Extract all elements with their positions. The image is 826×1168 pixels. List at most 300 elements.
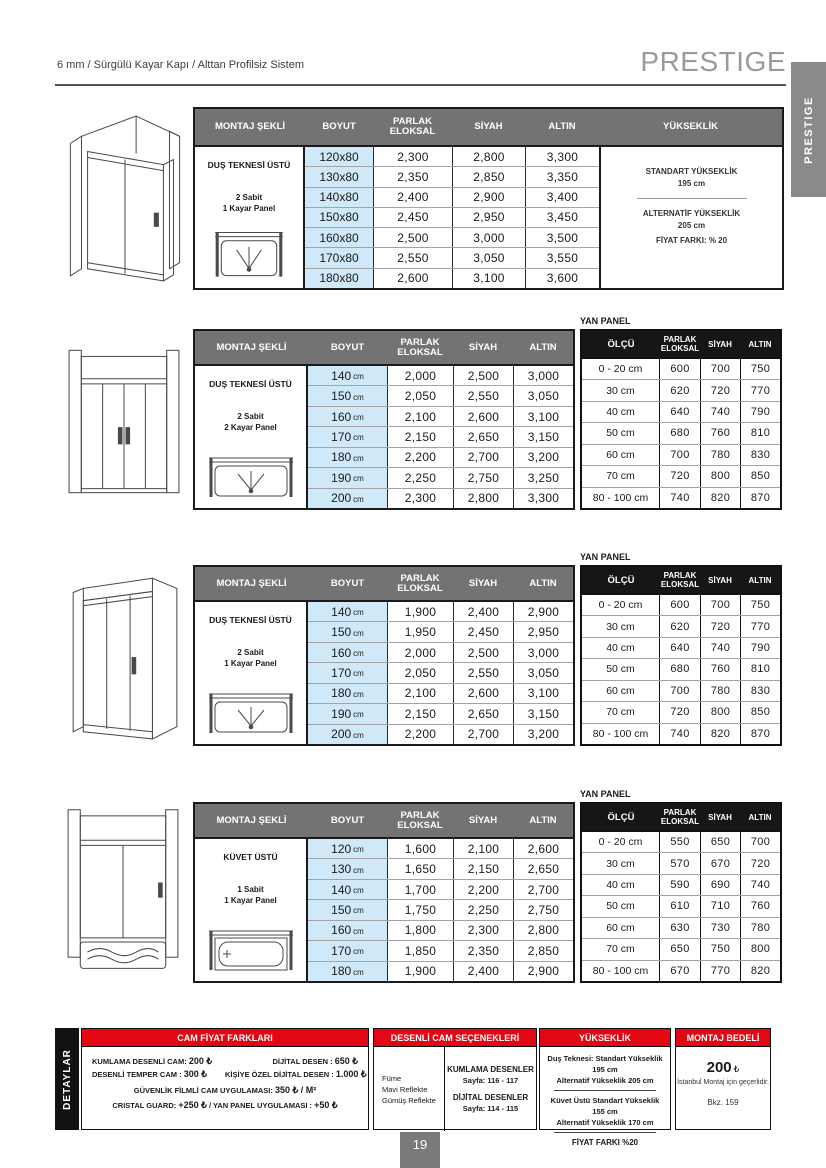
- price-cell: 1,750: [387, 900, 453, 919]
- size-cell: 160x80: [305, 228, 373, 247]
- col-montaj: MONTAJ ŞEKLİ: [216, 814, 287, 826]
- size-cell: 170 cm: [308, 941, 387, 960]
- price-cell: 810: [740, 659, 780, 679]
- price-cell: 2,900: [452, 188, 525, 207]
- cam-item: KİŞİYE ÖZEL DİJİTAL DESEN : 1.000 ₺: [225, 1069, 367, 1079]
- detaylar-tab: [55, 1028, 79, 1130]
- price-rows: [305, 147, 599, 288]
- price-cell: 2,000: [387, 643, 453, 662]
- price-cell: 2,750: [513, 900, 573, 919]
- price-cell: 1,650: [387, 859, 453, 878]
- size-cell: 0 - 20 cm: [582, 832, 660, 852]
- size-cell: 80 - 100 cm: [582, 724, 660, 744]
- size-cell: 50 cm: [582, 896, 660, 916]
- table-row: [308, 879, 573, 899]
- table-row: [308, 899, 573, 919]
- yukseklik-box: [539, 1028, 671, 1147]
- col-siyah: SİYAH: [468, 341, 498, 353]
- montaj-cell: [195, 366, 308, 508]
- yan-rows: [582, 595, 780, 744]
- table-row: [582, 680, 780, 701]
- price-cell: 3,450: [525, 208, 599, 227]
- size-cell: 190 cm: [308, 468, 387, 487]
- side-tab-prestige: [791, 62, 826, 197]
- montaj-config: 2 Sabit 1 Kayar Panel: [224, 648, 277, 668]
- price-cell: 3,000: [513, 366, 573, 385]
- table-row: [582, 401, 780, 422]
- price-cell: 730: [700, 918, 740, 938]
- montaj-title: KÜVET ÜSTÜ: [223, 852, 278, 862]
- price-cell: 2,800: [453, 489, 513, 508]
- price-cell: 1,800: [387, 921, 453, 940]
- size-cell: 30 cm: [582, 380, 660, 400]
- price-cell: 2,200: [453, 880, 513, 899]
- size-cell: 170 cm: [308, 427, 387, 446]
- size-cell: 60 cm: [582, 445, 660, 465]
- table-row: [308, 406, 573, 426]
- price-cell: 790: [740, 638, 780, 658]
- col-siyah: SİYAH: [468, 577, 498, 589]
- size-cell: 30 cm: [582, 853, 660, 873]
- price-cell: 870: [740, 488, 780, 508]
- size-cell: 40 cm: [582, 402, 660, 422]
- size-cell: 170 cm: [308, 663, 387, 682]
- price-cell: 2,550: [453, 386, 513, 405]
- price-cell: 700: [670, 684, 690, 697]
- col-montaj: MONTAJ ŞEKLİ: [214, 121, 286, 132]
- price-cell: 570: [670, 857, 690, 870]
- table-row: [308, 385, 573, 405]
- price-cell: 600: [670, 599, 690, 612]
- size-cell: 30 cm: [582, 616, 660, 636]
- price-cell: 2,800: [452, 147, 525, 166]
- price-cell: 790: [740, 402, 780, 422]
- col-altin: ALTIN: [748, 339, 772, 349]
- col-altin: ALTIN: [548, 121, 576, 132]
- price-cell: 2,100: [387, 684, 453, 703]
- price-cell: 3,200: [513, 725, 573, 744]
- price-cell: 740: [670, 491, 690, 504]
- table-row: [582, 465, 780, 486]
- size-cell: 60 cm: [582, 681, 660, 701]
- price-cell: 670: [670, 964, 690, 977]
- montaj-title: DUŞ TEKNESİ ÜSTÜ: [209, 379, 292, 389]
- cam-item: KUMLAMA DESENLİ CAM: 200 ₺: [92, 1056, 213, 1066]
- price-cell: 2,500: [453, 643, 513, 662]
- price-cell: 3,300: [513, 489, 573, 508]
- price-cell: 820: [700, 488, 740, 508]
- price-cell: 2,300: [453, 921, 513, 940]
- size-cell: 140 cm: [308, 602, 387, 621]
- price-cell: 640: [670, 642, 690, 655]
- price-cell: 720: [700, 380, 740, 400]
- price-table-1: [193, 107, 784, 290]
- montaj-note: İstanbul Montaj için geçerlidir.: [677, 1079, 769, 1086]
- size-cell: 150 cm: [308, 900, 387, 919]
- size-cell: 140 cm: [308, 366, 387, 385]
- price-cell: 3,400: [525, 188, 599, 207]
- corner-shower-drawing: [60, 109, 192, 289]
- col-siyah: SİYAH: [708, 575, 732, 585]
- montaj-bedeli-title: MONTAJ BEDELİ: [676, 1029, 770, 1047]
- price-cell: 2,050: [387, 663, 453, 682]
- montaj-price: 200 ₺: [706, 1059, 740, 1076]
- price-cell: 740: [700, 638, 740, 658]
- divider: [554, 1132, 656, 1133]
- table-row: [308, 703, 573, 723]
- glass-types: Füme Mavi Reflekte Gümüş Reflekte: [374, 1047, 445, 1131]
- table-row: [582, 938, 780, 959]
- col-olcu: ÖLÇÜ: [607, 811, 635, 823]
- section-4: [55, 789, 786, 989]
- price-cell: 3,150: [513, 427, 573, 446]
- price-cell: 2,300: [373, 147, 452, 166]
- size-cell: 160 cm: [308, 407, 387, 426]
- price-cell: 740: [740, 875, 780, 895]
- price-cell: 2,700: [453, 725, 513, 744]
- size-cell: 130x80: [305, 167, 373, 186]
- price-cell: 3,250: [513, 468, 573, 487]
- col-parlak: PARLAK ELOKSAL: [660, 571, 700, 589]
- table-row: [582, 832, 780, 852]
- col-altin: ALTIN: [529, 341, 557, 353]
- price-cell: 620: [670, 620, 690, 633]
- table-row: [305, 268, 599, 288]
- yan-rows: [582, 359, 780, 508]
- page-title: PRESTIGE: [640, 46, 786, 77]
- header-divider: [55, 84, 786, 86]
- price-cell: 800: [700, 466, 740, 486]
- montaj-title: DUŞ TEKNESİ ÜSTÜ: [209, 615, 292, 625]
- yan-panel-table-2: [580, 565, 782, 746]
- size-cell: 140 cm: [308, 880, 387, 899]
- price-cell: 2,700: [513, 880, 573, 899]
- price-table-4: [193, 802, 575, 983]
- yan-panel-table-1: [580, 329, 782, 510]
- col-boyut: BOYUT: [330, 577, 365, 589]
- price-cell: 2,450: [373, 208, 452, 227]
- price-cell: 2,600: [513, 839, 573, 858]
- montaj-cell: [195, 839, 308, 981]
- price-cell: 820: [700, 724, 740, 744]
- size-cell: 150x80: [305, 208, 373, 227]
- price-cell: 650: [700, 832, 740, 852]
- price-cell: 2,650: [453, 704, 513, 723]
- col-parlak: PARLAK ELOKSAL: [660, 335, 700, 353]
- price-cell: 2,150: [387, 704, 453, 723]
- price-cell: 810: [740, 423, 780, 443]
- price-cell: 2,900: [513, 602, 573, 621]
- table-row: [305, 147, 599, 166]
- size-cell: 0 - 20 cm: [582, 359, 660, 379]
- col-olcu: ÖLÇÜ: [607, 574, 635, 586]
- table-header: [582, 331, 780, 359]
- yan-panel-label: YAN PANEL: [580, 316, 631, 326]
- table-row: [582, 595, 780, 615]
- price-cell: 2,950: [452, 208, 525, 227]
- price-cell: 630: [670, 921, 690, 934]
- table-row: [582, 852, 780, 873]
- page-number: 19: [400, 1132, 440, 1168]
- col-montaj: MONTAJ ŞEKLİ: [216, 341, 287, 353]
- price-cell: 750: [740, 595, 780, 615]
- table-header: [195, 331, 573, 366]
- size-cell: 160 cm: [308, 921, 387, 940]
- montaj-cell: [195, 602, 308, 744]
- price-cell: 2,850: [513, 941, 573, 960]
- price-cell: 720: [670, 706, 690, 719]
- table-row: [582, 723, 780, 744]
- size-cell: 120x80: [305, 147, 373, 166]
- table-row: [582, 379, 780, 400]
- price-cell: 600: [670, 363, 690, 376]
- section-1: [55, 107, 786, 302]
- price-cell: 850: [740, 702, 780, 722]
- price-cell: 650: [670, 943, 690, 956]
- col-altin: ALTIN: [748, 575, 772, 585]
- detaylar-label: DETAYLAR: [61, 1048, 73, 1110]
- guvenlik-line: GÜVENLİK FİLMLİ CAM UYGULAMASI: 350 ₺ / M²: [133, 1085, 317, 1095]
- price-cell: 700: [670, 448, 690, 461]
- price-cell: 2,250: [387, 468, 453, 487]
- table-row: [582, 917, 780, 938]
- price-cell: 780: [740, 918, 780, 938]
- price-cell: 2,900: [513, 962, 573, 981]
- col-siyah: SİYAH: [468, 814, 498, 826]
- yan-rows: [582, 832, 780, 981]
- price-cell: 2,400: [453, 962, 513, 981]
- size-cell: 50 cm: [582, 423, 660, 443]
- price-cell: 680: [670, 427, 690, 440]
- kumlama-group: KUMLAMA DESENLER Sayfa: 116 - 117: [447, 1065, 534, 1085]
- table-header: [582, 804, 780, 832]
- yukseklik-cell: STANDART YÜKSEKLİK 195 cm ALTERNATİF YÜKSEKLİK 205 cm FİYAT FARKI: % 20: [599, 147, 782, 288]
- price-cell: 2,600: [373, 269, 452, 288]
- price-cell: 3,100: [452, 269, 525, 288]
- niche-door-drawing: [63, 566, 185, 741]
- col-altin: ALTIN: [748, 812, 772, 822]
- table-row: [308, 467, 573, 487]
- table-row: [308, 447, 573, 467]
- table-row: [308, 940, 573, 960]
- col-siyah: SİYAH: [708, 812, 732, 822]
- col-parlak: PARLAK ELOKSAL: [660, 808, 700, 826]
- size-cell: 140x80: [305, 188, 373, 207]
- size-cell: 0 - 20 cm: [582, 595, 660, 615]
- price-cell: 2,400: [453, 602, 513, 621]
- cam-item: DİJİTAL DESEN : 650 ₺: [272, 1056, 358, 1066]
- size-cell: 160 cm: [308, 643, 387, 662]
- col-montaj: MONTAJ ŞEKLİ: [216, 577, 287, 589]
- table-row: [305, 187, 599, 207]
- price-cell: 610: [670, 900, 690, 913]
- price-cell: 760: [700, 659, 740, 679]
- price-cell: 2,000: [387, 366, 453, 385]
- price-cell: 740: [700, 402, 740, 422]
- col-boyut: BOYUT: [322, 121, 356, 132]
- montaj-bedeli-box: [675, 1028, 771, 1130]
- col-siyah: SİYAH: [708, 339, 732, 349]
- table-row: [305, 247, 599, 267]
- size-cell: 70 cm: [582, 702, 660, 722]
- col-boyut: BOYUT: [330, 341, 365, 353]
- price-cell: 620: [670, 384, 690, 397]
- table-row: [308, 426, 573, 446]
- shower-tray-topview-icon: [209, 223, 289, 281]
- table-row: [308, 602, 573, 621]
- price-cell: 750: [740, 359, 780, 379]
- montaj-config: 1 Sabit 1 Kayar Panel: [224, 885, 277, 905]
- side-tab-label: PRESTIGE: [802, 95, 815, 164]
- price-cell: 590: [670, 879, 690, 892]
- size-cell: 130 cm: [308, 859, 387, 878]
- kuvet-heights: Küvet Üstü Standart Yükseklik 155 cm Alternatif Yükseklik 170 cm: [550, 1096, 660, 1127]
- price-cell: 850: [740, 466, 780, 486]
- price-cell: 2,350: [453, 941, 513, 960]
- bathtub-door-drawing: [63, 799, 183, 971]
- table-row: [582, 422, 780, 443]
- table-row: [582, 615, 780, 636]
- price-cell: 830: [740, 681, 780, 701]
- table-row: [308, 683, 573, 703]
- table-row: [305, 227, 599, 247]
- price-cell: 2,600: [453, 407, 513, 426]
- cristal-line: CRISTAL GUARD: +250 ₺ / YAN PANEL UYGULAMASI : +50 ₺: [112, 1100, 338, 1110]
- price-cell: 2,300: [387, 489, 453, 508]
- size-cell: 40 cm: [582, 638, 660, 658]
- cam-item: DESENLİ TEMPER CAM : 300 ₺: [92, 1069, 207, 1079]
- price-cell: 760: [700, 423, 740, 443]
- table-row: [308, 488, 573, 508]
- table-row: [305, 207, 599, 227]
- montaj-cell: [195, 147, 305, 288]
- col-parlak: PARLAK ELOKSAL: [397, 809, 443, 831]
- price-cell: 770: [740, 380, 780, 400]
- price-cell: 2,250: [453, 900, 513, 919]
- price-table-3: [193, 565, 575, 746]
- price-cell: 2,550: [453, 663, 513, 682]
- price-cell: 2,050: [387, 386, 453, 405]
- table-row: [308, 366, 573, 385]
- price-rows: [308, 602, 573, 744]
- price-cell: 2,750: [453, 468, 513, 487]
- price-cell: 550: [670, 836, 690, 849]
- dijital-group: DİJİTAL DESENLER Sayfa: 114 - 115: [452, 1093, 529, 1113]
- details-strip: [55, 1028, 771, 1147]
- size-cell: 80 - 100 cm: [582, 488, 660, 508]
- size-cell: 200 cm: [308, 489, 387, 508]
- divider: [554, 1090, 656, 1091]
- size-cell: 170x80: [305, 248, 373, 267]
- price-cell: 3,500: [525, 228, 599, 247]
- size-cell: 180 cm: [308, 962, 387, 981]
- col-siyah: SİYAH: [474, 121, 503, 132]
- price-cell: 1,600: [387, 839, 453, 858]
- price-cell: 2,100: [387, 407, 453, 426]
- price-cell: 2,150: [453, 859, 513, 878]
- size-cell: 190 cm: [308, 704, 387, 723]
- col-yukseklik: YÜKSEKLİK: [663, 121, 718, 132]
- breadcrumb: 6 mm / Sürgülü Kayar Kapı / Alttan Profilsiz Sistem: [57, 59, 304, 71]
- price-cell: 800: [740, 939, 780, 959]
- price-cell: 670: [700, 853, 740, 873]
- price-cell: 780: [700, 681, 740, 701]
- montaj-title: DUŞ TEKNESİ ÜSTÜ: [207, 160, 291, 170]
- montaj-config: 2 Sabit 1 Kayar Panel: [222, 193, 276, 213]
- col-parlak: PARLAK ELOKSAL: [397, 336, 443, 358]
- price-cell: 770: [700, 961, 740, 981]
- size-cell: 200 cm: [308, 725, 387, 744]
- price-cell: 2,100: [453, 839, 513, 858]
- yan-panel-label: YAN PANEL: [580, 552, 631, 562]
- size-cell: 80 - 100 cm: [582, 961, 660, 981]
- price-cell: 720: [670, 470, 690, 483]
- price-cell: 1,900: [387, 962, 453, 981]
- price-cell: 700: [700, 359, 740, 379]
- table-header: [195, 109, 782, 147]
- price-cell: 2,950: [513, 622, 573, 641]
- size-cell: 180 cm: [308, 684, 387, 703]
- price-cell: 770: [740, 616, 780, 636]
- price-cell: 870: [740, 724, 780, 744]
- table-row: [308, 621, 573, 641]
- size-cell: 70 cm: [582, 466, 660, 486]
- size-cell: 50 cm: [582, 659, 660, 679]
- table-row: [308, 920, 573, 940]
- table-row: [582, 701, 780, 722]
- dus-teknesi-heights: Duş Teknesi: Standart Yükseklik 195 cm Alternatif Yükseklik 205 cm: [547, 1054, 663, 1085]
- price-rows: [308, 366, 573, 508]
- col-parlak: PARLAK ELOKSAL: [397, 572, 443, 594]
- price-cell: 680: [670, 663, 690, 676]
- price-cell: 2,200: [387, 725, 453, 744]
- table-row: [308, 961, 573, 981]
- price-cell: 830: [740, 445, 780, 465]
- price-cell: 2,800: [513, 921, 573, 940]
- price-rows: [308, 839, 573, 981]
- size-cell: 70 cm: [582, 939, 660, 959]
- col-parlak: PARLAK ELOKSAL: [389, 116, 436, 137]
- price-cell: 3,350: [525, 167, 599, 186]
- price-cell: 2,850: [452, 167, 525, 186]
- table-row: [308, 839, 573, 858]
- price-cell: 700: [740, 832, 780, 852]
- price-cell: 640: [670, 406, 690, 419]
- price-cell: 740: [670, 727, 690, 740]
- price-cell: 1,900: [387, 602, 453, 621]
- col-olcu: ÖLÇÜ: [607, 338, 635, 350]
- size-cell: 40 cm: [582, 875, 660, 895]
- yan-panel-label: YAN PANEL: [580, 789, 631, 799]
- table-header: [195, 804, 573, 839]
- table-header: [582, 567, 780, 595]
- size-cell: 120 cm: [308, 839, 387, 858]
- table-header: [195, 567, 573, 602]
- table-row: [308, 724, 573, 744]
- price-cell: 3,050: [452, 248, 525, 267]
- price-cell: 3,100: [513, 407, 573, 426]
- wide-tray-topview-icon: [205, 451, 297, 501]
- price-cell: 720: [740, 853, 780, 873]
- price-cell: 3,100: [513, 684, 573, 703]
- price-cell: 3,300: [525, 147, 599, 166]
- price-cell: 710: [700, 896, 740, 916]
- price-cell: 2,350: [373, 167, 452, 186]
- price-cell: 2,700: [453, 448, 513, 467]
- price-cell: 2,650: [453, 427, 513, 446]
- price-cell: 700: [700, 595, 740, 615]
- price-cell: 820: [740, 961, 780, 981]
